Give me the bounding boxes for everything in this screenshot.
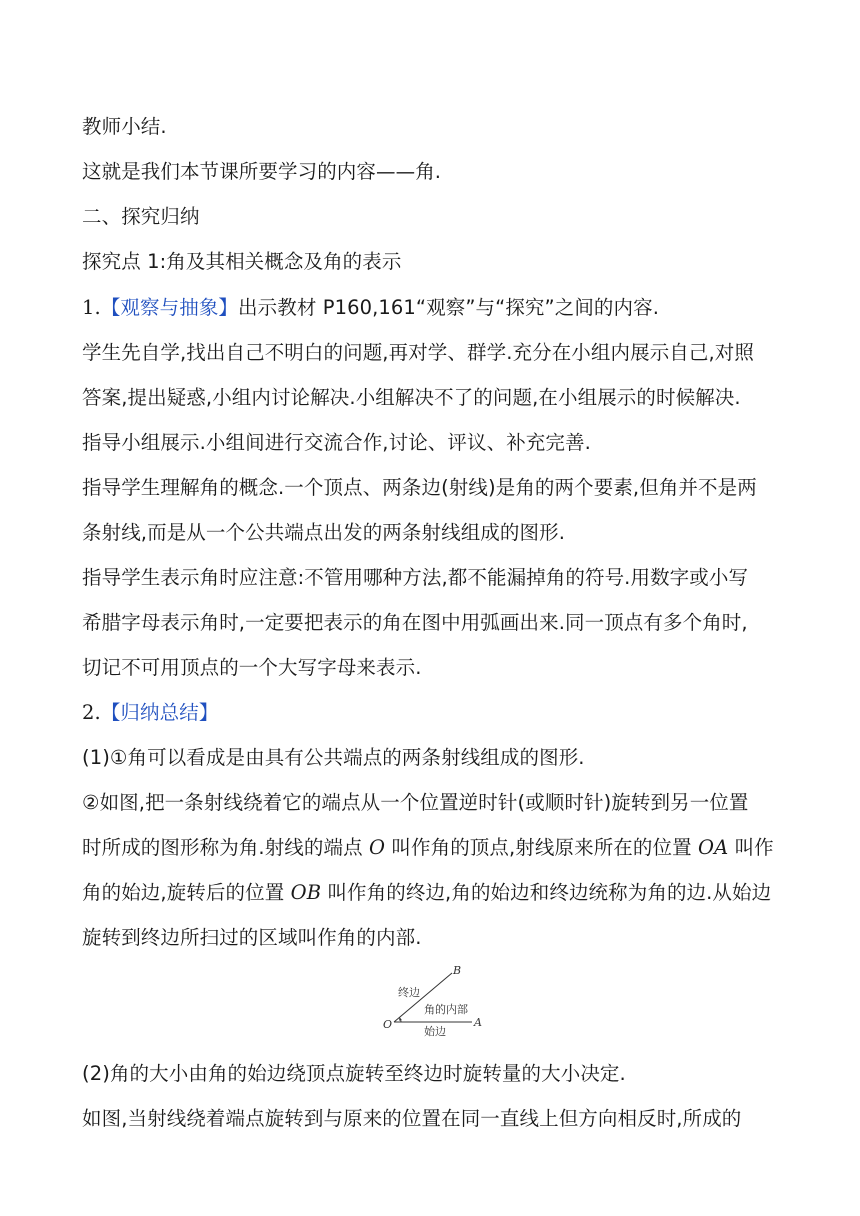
math-OA: OA xyxy=(698,836,729,859)
paragraph-angle-size: (2)角的大小由角的始边绕顶点旋转至终边时旋转量的大小决定. xyxy=(82,1062,626,1085)
observe-tag: 【观察与抽象】 xyxy=(100,296,239,319)
paragraph-group-show: 指导小组展示.小组间进行交流合作,讨论、评议、补充完善. xyxy=(82,431,591,454)
math-OB: OB xyxy=(290,881,322,904)
text-span: 叫作角的顶点,射线原来所在的位置 xyxy=(385,836,698,859)
paragraph-observe xyxy=(82,296,782,320)
paragraph-summary-heading xyxy=(82,701,782,725)
angle-figure xyxy=(360,962,500,1042)
paragraph-definition-2-line2 xyxy=(82,836,782,860)
paragraph-teacher-summary: 教师小结. xyxy=(82,115,167,138)
paragraph-definition-1: (1)①角可以看成是由具有公共端点的两条射线组成的图形. xyxy=(82,746,585,769)
label-O: O xyxy=(383,1018,393,1031)
paragraph-straight-angle: 如图,当射线绕着端点旋转到与原来的位置在同一直线上但方向相反时,所成的 xyxy=(82,1107,742,1130)
paragraph-self-study-line2: 答案,提出疑惑,小组内讨论解决.小组解决不了的问题,在小组展示的时候解决. xyxy=(82,386,741,409)
paragraph-notation-line1: 指导学生表示角时应注意:不管用哪种方法,都不能漏掉角的符号.用数字或小写 xyxy=(82,566,749,589)
paragraph-lesson-content: 这就是我们本节课所要学习的内容——角. xyxy=(82,160,442,183)
label-terminal-side: 终边 xyxy=(398,986,420,999)
subsection-heading: 探究点 1:角及其相关概念及角的表示 xyxy=(82,250,402,273)
math-O: O xyxy=(369,836,386,859)
label-A: A xyxy=(474,1016,482,1029)
summary-tag: 【归纳总结】 xyxy=(100,701,219,724)
paragraph-definition-2-line1: ②如图,把一条射线绕着它的端点从一个位置逆时针(或顺时针)旋转到另一位置 xyxy=(82,791,749,814)
text-span: 时所成的图形称为角.射线的端点 xyxy=(82,836,369,859)
text-span: 叫作 xyxy=(728,836,774,859)
paragraph-notation-line3: 切记不可用顶点的一个大写字母来表示. xyxy=(82,656,422,679)
paragraph-self-study-line1: 学生先自学,找出自己不明白的问题,再对学、群学.充分在小组内展示自己,对照 xyxy=(82,341,754,364)
paragraph-definition-2-line3 xyxy=(82,881,782,905)
paragraph-angle-concept-line1: 指导学生理解角的概念.一个顶点、两条边(射线)是角的两个要素,但角并不是两 xyxy=(82,476,757,499)
label-interior: 角的内部 xyxy=(424,1003,468,1016)
item-number: 1. xyxy=(82,296,101,319)
text-span: 叫作角的终边,角的始边和终边统称为角的边.从始边 xyxy=(321,881,772,904)
paragraph-angle-concept-line2: 条射线,而是从一个公共端点出发的两条射线组成的图形. xyxy=(82,521,565,544)
label-initial-side: 始边 xyxy=(424,1025,446,1038)
observe-text: 出示教材 P160,161“观察”与“探究”之间的内容. xyxy=(238,296,660,319)
section-heading: 二、探究归纳 xyxy=(82,205,200,228)
item-number: 2. xyxy=(82,701,101,724)
text-span: 角的始边,旋转后的位置 xyxy=(82,881,291,904)
paragraph-notation-line2: 希腊字母表示角时,一定要把表示的角在图中用弧画出来.同一顶点有多个角时, xyxy=(82,611,748,634)
paragraph-definition-2-line4: 旋转到终边所扫过的区域叫作角的内部. xyxy=(82,926,422,949)
label-B: B xyxy=(453,964,462,977)
